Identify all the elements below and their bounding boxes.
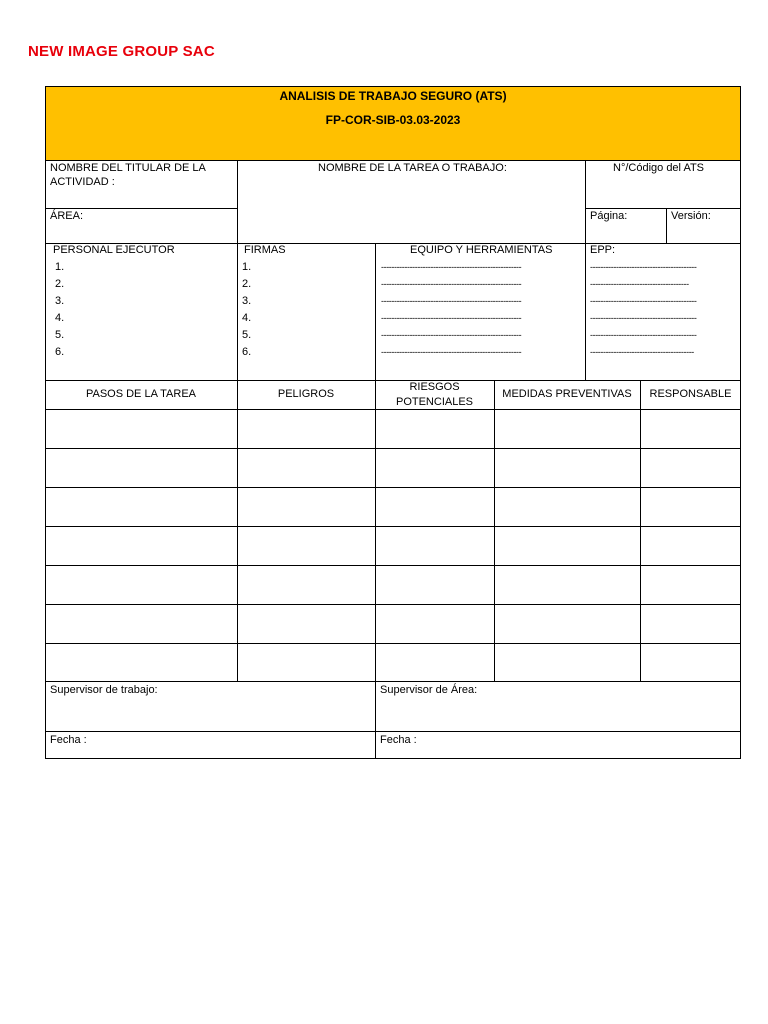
ejecutor-number: 6. (55, 346, 65, 358)
equipo-header: EQUIPO Y HERRAMIENTAS (410, 244, 553, 256)
ejecutor-number: 4. (55, 312, 65, 324)
equipo-dash-line: ------------------------------------------------------ (381, 313, 522, 323)
form-header (45, 86, 741, 161)
form-code: FP-COR-SIB-03.03-2023 (325, 113, 461, 127)
col-peligros: PELIGROS (277, 388, 335, 400)
table-row-line (45, 643, 741, 644)
firmas-header: FIRMAS (244, 244, 286, 256)
epp-header: EPP: (590, 244, 616, 256)
epp-dash-line: ---------------------------------------- (590, 347, 694, 357)
firma-number: 4. (242, 312, 252, 324)
pagina-label: Página: (590, 210, 628, 222)
firma-number: 3. (242, 295, 252, 307)
supervisor-area-label: Supervisor de Área: (380, 684, 478, 696)
epp-dash-line: ----------------------------------------- (590, 313, 697, 323)
col-medidas: MEDIDAS PREVENTIVAS (502, 388, 632, 400)
form-title: ANALISIS DE TRABAJO SEGURO (ATS) (279, 89, 507, 103)
version-label: Versión: (671, 210, 711, 222)
equipo-dash-line: ------------------------------------------------------ (381, 279, 522, 289)
firma-number: 2. (242, 278, 252, 290)
table-row-line (45, 409, 741, 410)
equipo-dash-line: ------------------------------------------------------ (381, 330, 522, 340)
firma-number: 5. (242, 329, 252, 341)
epp-dash-line: -------------------------------------- (590, 279, 689, 289)
area-label: ÁREA: (50, 210, 84, 222)
ejecutor-number: 2. (55, 278, 65, 290)
ejecutor-number: 3. (55, 295, 65, 307)
codigo-label: N°/Código del ATS (613, 162, 705, 174)
epp-dash-line: ----------------------------------------- (590, 262, 697, 272)
table-row-line (45, 565, 741, 566)
ejecutor-number: 1. (55, 261, 65, 273)
equipo-dash-line: ------------------------------------------------------ (381, 296, 522, 306)
table-row-line (45, 487, 741, 488)
col-pasos: PASOS DE LA TAREA (85, 388, 197, 400)
ejecutor-number: 5. (55, 329, 65, 341)
titular-label: NOMBRE DEL TITULAR DE LA (50, 162, 206, 174)
table-row-line (45, 526, 741, 527)
col-responsable: RESPONSABLE (649, 388, 732, 400)
equipo-dash-line: ------------------------------------------------------ (381, 347, 522, 357)
fecha-left-label: Fecha : (50, 734, 87, 746)
supervisor-trabajo-label: Supervisor de trabajo: (50, 684, 158, 696)
col-riesgos-2: POTENCIALES (395, 396, 474, 408)
firma-number: 6. (242, 346, 252, 358)
titular-label-2: ACTIVIDAD : (50, 176, 115, 188)
equipo-dash-line: ------------------------------------------------------ (381, 262, 522, 272)
personal-ejecutor-header: PERSONAL EJECUTOR (53, 244, 175, 256)
table-row-line (45, 604, 741, 605)
steps-table (45, 380, 741, 682)
table-row-line (45, 448, 741, 449)
firma-number: 1. (242, 261, 252, 273)
col-riesgos: RIESGOS (409, 381, 460, 393)
company-name: NEW IMAGE GROUP SAC (28, 43, 215, 60)
epp-dash-line: ----------------------------------------- (590, 330, 697, 340)
tarea-label: NOMBRE DE LA TAREA O TRABAJO: (318, 162, 507, 174)
fecha-right-label: Fecha : (380, 734, 417, 746)
epp-dash-line: ----------------------------------------- (590, 296, 697, 306)
